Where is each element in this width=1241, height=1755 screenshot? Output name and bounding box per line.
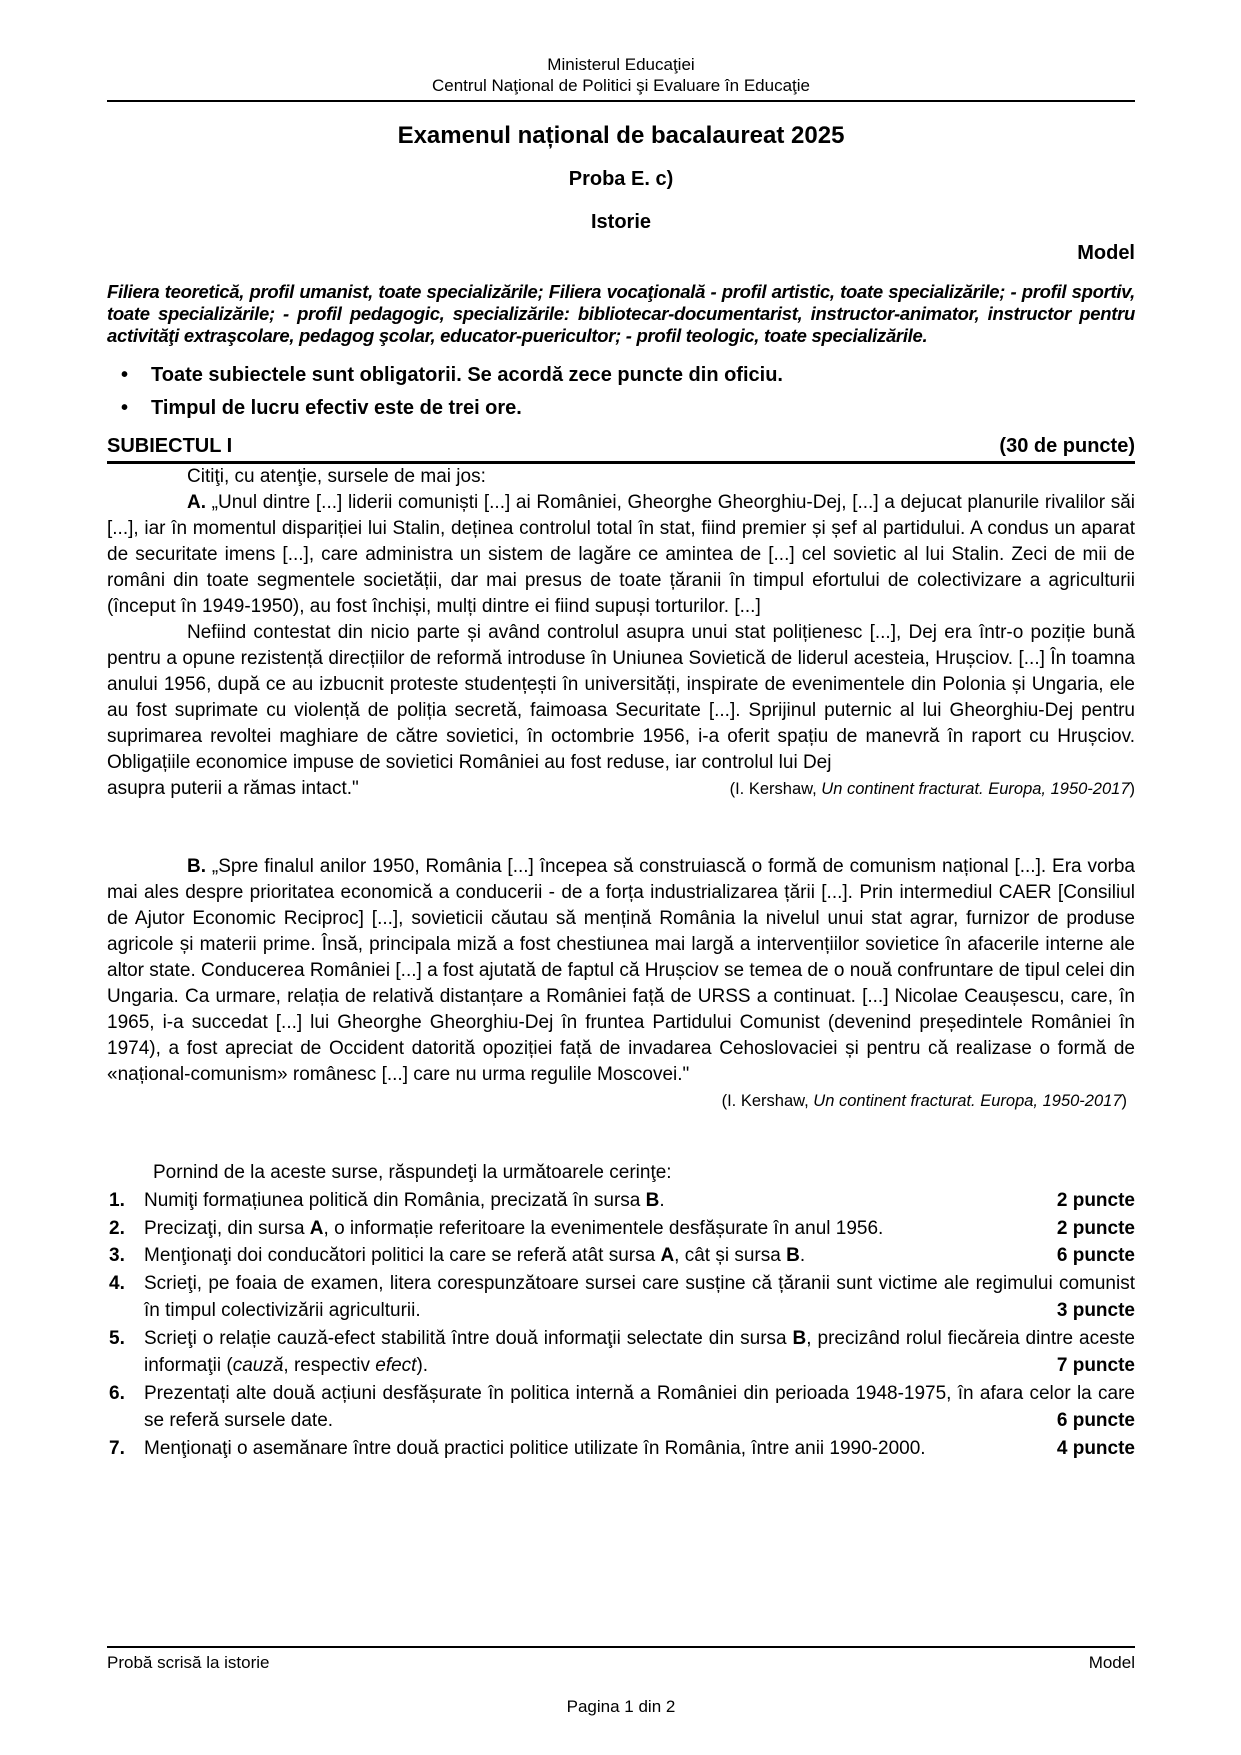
question-number: 5. (109, 1327, 125, 1349)
header-divider (107, 100, 1135, 102)
page-number: Pagina 1 din 2 (566, 1697, 676, 1716)
instruction-item-2: • Timpul de lucru efectiv este de trei ore. (107, 392, 1135, 425)
question-text: Scrieţi o relație cauză-efect stabilită între două informaţii selectate din sursa B, precizând rolul fiecăreia dintre aceste informaţii (cauză, respectiv efect). (144, 1327, 1135, 1376)
question-item (107, 1270, 1135, 1325)
question-item (107, 1187, 1135, 1215)
instruction-item-1: • Toate subiectele sunt obligatorii. Se acordă zece puncte din oficiu. (107, 359, 1135, 392)
document-header (107, 54, 1135, 102)
source-a-last-line (107, 776, 1135, 802)
question-number: 4. (109, 1272, 125, 1294)
question-body (144, 1242, 1135, 1270)
question-text: Numiţi formațiunea politică din România, precizată în sursa B. (144, 1190, 665, 1211)
question-number: 3. (109, 1245, 125, 1266)
subject-label: Istorie (590, 211, 652, 233)
question-body (144, 1270, 1135, 1325)
source-b-citation: (I. Kershaw, Un continent fracturat. Europa, 1950-2017) (721, 1092, 1127, 1110)
exam-title: Examenul național de bacalaureat 2025 (397, 122, 845, 149)
ministry-name: Ministerul Educaţiei (547, 55, 695, 74)
question-points: 6 puncte (1056, 1245, 1135, 1266)
question-text: Menţionaţi doi conducători politici la care se referă atât sursa A, cât și sursa B. (144, 1245, 806, 1266)
question-text: Scrieţi, pe foaia de examen, litera corespunzătoare sursei care susține că țăranii sunt victime ale regimului comunist în timpul colectivizării agriculturii. (144, 1272, 1135, 1321)
question-item (107, 1380, 1135, 1435)
question-points: 7 puncte (1056, 1355, 1135, 1376)
question-body (144, 1187, 1135, 1215)
question-body (144, 1215, 1135, 1243)
subiect1-title: SUBIECTUL I (107, 435, 233, 457)
question-text: Prezentați alte două acțiuni desfășurate în politica internă a României din perioada 1948-1975, în afara celor la care se referă sursele date. (144, 1382, 1135, 1431)
question-body (144, 1435, 1135, 1463)
question-points: 2 puncte (1056, 1190, 1135, 1211)
instructions-list (107, 359, 1135, 425)
questions-intro: Pornind de la aceste surse, răspundeţi la următoarele cerinţe: (153, 1162, 672, 1183)
sources-intro: Citiţi, cu atenţie, sursele de mai jos: (187, 466, 486, 487)
question-points: 2 puncte (1056, 1217, 1135, 1239)
footer-divider (107, 1646, 1135, 1648)
footer-right: Model (1088, 1653, 1135, 1672)
center-name: Centrul Naţional de Politici şi Evaluare în Educaţie (432, 76, 810, 95)
question-text: Precizaţi, din sursa A, o informație referitoare la evenimentele desfășurate în anul 1956. (144, 1217, 884, 1239)
question-number: 1. (109, 1190, 125, 1211)
question-number: 2. (109, 1217, 125, 1239)
model-label: Model (1077, 242, 1135, 264)
questions-list (107, 1187, 1135, 1462)
subiect1-heading (107, 435, 1135, 464)
filiera-paragraph: Filiera teoretică, profil umanist, toate specializările; Filiera vocaţională - profil artistic, toate specializările; - profil sportiv, toate specializările; - profil pedagogic, specializările: bibliotecar-documentarist, instructor-animator, instructor pentru activităţi extraşcolare, pedagog şcolar, educator-puericultor; - profil teologic, toate specializările. (107, 281, 1135, 346)
question-body (144, 1380, 1135, 1435)
question-number: 7. (109, 1437, 125, 1459)
source-a-citation: (I. Kershaw, Un continent fracturat. Europa, 1950-2017) (729, 780, 1135, 798)
question-item (107, 1215, 1135, 1243)
source-a-paragraph-2: Nefiind contestat din nicio parte și având controlul asupra unui stat polițienesc [...], Dej era într-o poziție bună pentru a opune rezistență direcțiilor de reformă introduse în Uniunea Sovietică de liderul acesteia, Hrușciov. [...] În toamna anului 1956, după ce au izbucnit proteste studențești în universități, inspirate de evenimentele din Polonia și Ungaria, ele au fost suprimate cu violență de poliția secretă, faimoasa Securitate [...]. Sprijinul puternic al lui Gheorghiu-Dej pentru suprimarea revoltei maghiare de către sovietici, în octombrie 1956, i-a oferit spațiu de manevră în raport cu Hrușciov. Obligațiile economice impuse de sovietici României au fost reduse, iar controlul lui Dej (107, 622, 1135, 773)
question-points: 4 puncte (1056, 1437, 1135, 1459)
question-text: Menţionaţi o asemănare între două practici politice utilizate în România, între anii 1990-2000. (144, 1437, 926, 1459)
footer-row (107, 1653, 1135, 1673)
footer-left: Probă scrisă la istorie (107, 1653, 270, 1672)
question-points: 6 puncte (1056, 1410, 1135, 1431)
question-item (107, 1435, 1135, 1463)
question-number: 6. (109, 1382, 125, 1404)
page-footer (107, 1646, 1135, 1717)
question-body (144, 1325, 1135, 1380)
question-item (107, 1242, 1135, 1270)
proba-label: Proba E. c) (568, 168, 674, 190)
subiect1-points: (30 de puncte) (999, 435, 1135, 457)
source-b-paragraph: B. „Spre finalul anilor 1950, România [...] începea să construiască o formă de comunism național [...]. Era vorba mai ales despre prioritatea economică a conducerii - de a forța industrializarea țării [...]. Prin intermediul CAER [Consiliul de Ajutor Economic Reciproc] [...], sovieticii căutau să mențină România la nivelul unui stat agrar, furnizor de produse agricole și materii prime. Însă, principala miză a fost chestiunea mai largă a intervențiilor sovietice în afacerile interne ale altor state. Conducerea României [...] a fost ajutată de faptul că Hrușciov se temea de o nouă confruntare de tipul celei din Ungaria. Ca urmare, relația de relativă distanțare a României față de URSS a continuat. [...] Nicolae Ceaușescu, care, în 1965, i-a succedat [...] lui Gheorghe Gheorghiu-Dej în fruntea Partidului Comunist (devenind președintele României în 1974), a fost apreciat de Occident datorită opoziției față de invadarea Cehoslovaciei și pentru că realizase o formă de «național-comunism» românesc [...] care nu urma regulile Moscovei." (107, 856, 1135, 1085)
question-points: 3 puncte (1056, 1300, 1135, 1321)
question-item (107, 1325, 1135, 1380)
source-a-paragraph-1: A. „Unul dintre [...] liderii comuniști [...] ai României, Gheorghe Gheorghiu-Dej, [...] a dejucat planurile rivalilor săi [...], iar în momentul dispariției lui Stalin, deținea controlul total în stat, fiind premier și șef al partidului. A condus un aparat de securitate imens [...], care administra un sistem de lagăre ce amintea de [...] cel sovietic al lui Stalin. Zeci de mii de români din toate segmentele societății, dar mai presus de toate țăranii în timpul efortului de colectivizare a agriculturii (început în 1949-1950), au fost închiși, mulți dintre ei fiind supuși torturilor. [...] (107, 492, 1135, 617)
source-a-tail: asupra puterii a rămas intact." (107, 778, 359, 799)
